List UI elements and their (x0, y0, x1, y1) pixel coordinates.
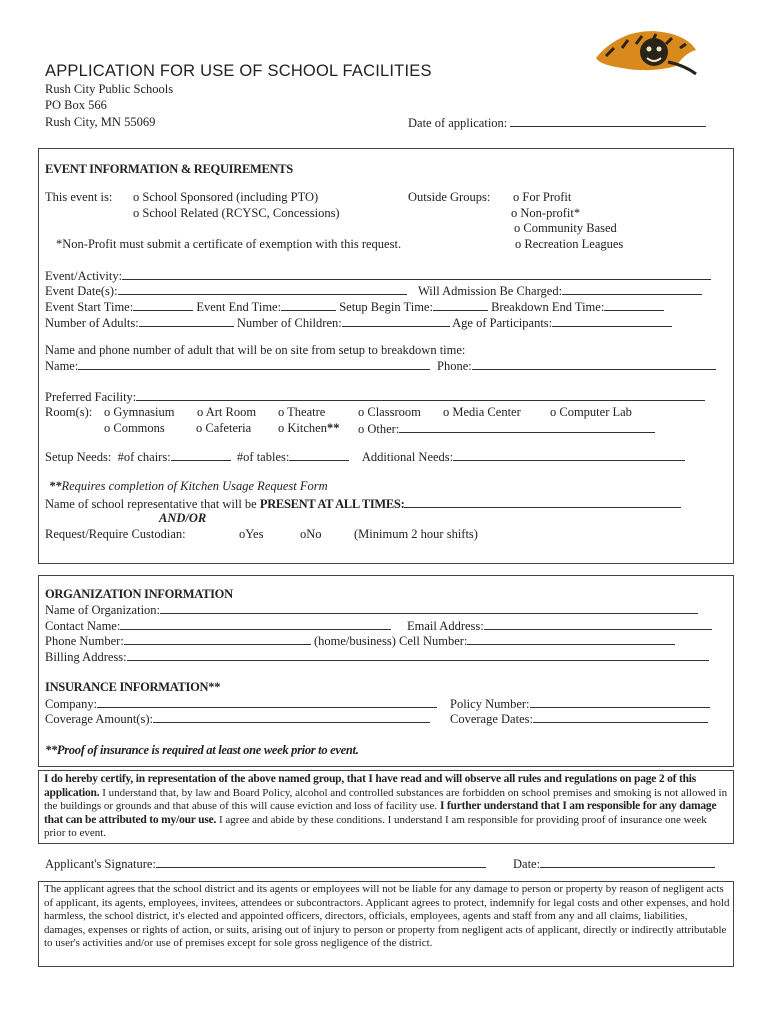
option-school-related[interactable]: o School Related (RCYSC, Concessions) (133, 206, 340, 220)
chairs-field[interactable] (171, 449, 231, 461)
option-non-profit[interactable]: o Non-profit* (511, 206, 581, 220)
email-field[interactable] (484, 618, 712, 630)
coverage-dates-row (450, 711, 708, 727)
kitchen-note: **Requires completion of Kitchen Usage Request Form (49, 479, 328, 493)
rep-bold-label: PRESENT AT ALL TIMES: (259, 497, 405, 511)
start-time-field[interactable] (133, 299, 193, 311)
phone-row (45, 633, 675, 649)
setup-begin-field[interactable] (433, 299, 488, 311)
num-adults-label: Number of Adults: (45, 316, 139, 330)
tables-field[interactable] (289, 449, 349, 461)
org-name-field[interactable] (160, 602, 698, 614)
rep-label: Name of school representative that will be (45, 497, 257, 511)
chairs-label: #of chairs: (117, 450, 171, 464)
outside-groups-label: Outside Groups: (408, 190, 491, 204)
signature-field[interactable] (156, 856, 486, 868)
certify-text-2: I agree and abide by these conditions. I understand I am responsible for providing proof of insurance one week prior to event. (44, 813, 707, 839)
company-field[interactable] (97, 696, 437, 708)
liability-text: The applicant agrees that the school district and its agents or employees will not be liable for any damage to person or property by reason of negligent acts of applicant, its agents, employees, invitees, attendees or subcontractors. Applicant agrees to protect, indemnify for legal costs and other expenses, and hold harmless, the school district, it's elected and appointed officers, directors, officials, employees, agents and staff from any and all claims, liabilities, damages, expenses or rights of action, or suits, arising out of injury to person or property from negligent acts of applicant, directly or indirectly attributable to user's activities and/or use of premises except for sole gross negligence of the district. (44, 883, 730, 949)
preferred-facility-row (45, 389, 705, 405)
room-theatre[interactable]: o Theatre (278, 405, 326, 419)
org-name-label: Name of Organization: (45, 603, 161, 617)
certify-text-1: I understand that, by law and Board Policy, alcohol and controlled substances are forbidden on school premises and smoking is not allowed in the buildings or grounds and that abuse of this will cause eviction and loss of facility use. (44, 786, 728, 812)
onsite-phone-row (437, 358, 716, 374)
onsite-phone-label: Phone: (437, 359, 472, 373)
room-media-center[interactable]: o Media Center (443, 405, 521, 419)
age-participants-field[interactable] (552, 315, 672, 327)
room-classroom[interactable]: o Classroom (358, 405, 421, 419)
event-dates-row (45, 283, 407, 299)
setup-needs-label: Setup Needs: (45, 450, 112, 464)
additional-needs-field[interactable] (453, 449, 685, 461)
signature-date-label: Date: (513, 857, 541, 871)
custodian-yes[interactable]: oYes (239, 527, 264, 541)
custodian-no[interactable]: oNo (300, 527, 322, 541)
onsite-name-field[interactable] (78, 358, 430, 370)
event-activity-field[interactable] (122, 268, 711, 280)
policy-row (450, 696, 710, 712)
coverage-dates-label: Coverage Dates: (450, 712, 533, 726)
room-gymnasium[interactable]: o Gymnasium (104, 405, 175, 419)
cell-field[interactable] (467, 633, 675, 645)
onsite-phone-field[interactable] (472, 358, 716, 370)
age-participants-label: Age of Participants: (452, 316, 553, 330)
coverage-amount-label: Coverage Amount(s): (45, 712, 153, 726)
custodian-label: Request/Require Custodian: (45, 527, 186, 541)
option-for-profit[interactable]: o For Profit (513, 190, 572, 204)
po-box: PO Box 566 (45, 98, 107, 112)
city: Rush City, MN 55069 (45, 115, 156, 129)
company-row (45, 696, 437, 712)
breakdown-end-label: Breakdown End Time: (491, 300, 605, 314)
option-school-sponsored[interactable]: o School Sponsored (including PTO) (133, 190, 319, 204)
end-time-field[interactable] (281, 299, 336, 311)
breakdown-end-field[interactable] (604, 299, 664, 311)
option-recreation-leagues[interactable]: o Recreation Leagues (515, 237, 624, 251)
tiger-logo (592, 18, 700, 76)
participants-row (45, 315, 672, 331)
num-adults-field[interactable] (139, 315, 234, 327)
onsite-adult-label: Name and phone number of adult that will be on site from setup to breakdown time: (45, 343, 466, 357)
signature-row (45, 856, 486, 872)
date-of-application-row (408, 115, 706, 131)
num-children-label: Number of Children: (236, 316, 342, 330)
room-cafeteria[interactable]: o Cafeteria (196, 421, 252, 435)
phone-field[interactable] (124, 633, 311, 645)
admission-label: Will Admission Be Charged: (418, 284, 563, 298)
nonprofit-note: *Non-Profit must submit a certificate of exemption with this request. (56, 237, 402, 251)
phone-label: Phone Number: (45, 634, 124, 648)
room-art-room[interactable]: o Art Room (197, 405, 257, 419)
num-children-field[interactable] (342, 315, 450, 327)
event-activity-label: Event/Activity: (45, 269, 123, 283)
start-time-label: Event Start Time: (45, 300, 134, 314)
billing-row (45, 649, 709, 665)
min-shifts-note: (Minimum 2 hour shifts) (354, 527, 478, 541)
this-event-label: This event is: (45, 190, 113, 204)
contact-row (45, 618, 391, 634)
billing-field[interactable] (127, 649, 709, 661)
coverage-dates-field[interactable] (533, 711, 708, 723)
event-dates-field[interactable] (118, 283, 407, 295)
billing-label: Billing Address: (45, 650, 127, 664)
home-business-label: (home/business) (313, 634, 396, 648)
proof-note: **Proof of insurance is required at least one week prior to event. (45, 743, 359, 757)
rep-row (45, 496, 681, 512)
page-title: APPLICATION FOR USE OF SCHOOL FACILITIES (45, 62, 432, 80)
email-label: Email Address: (407, 619, 484, 633)
onsite-name-label: Name: (45, 359, 79, 373)
event-heading: EVENT INFORMATION & REQUIREMENTS (45, 162, 293, 176)
coverage-amount-row (45, 711, 430, 727)
room-kitchen[interactable]: o Kitchen** (278, 421, 340, 435)
setup-begin-label: Setup Begin Time: (339, 300, 433, 314)
event-activity-row (45, 268, 711, 284)
room-other[interactable]: o Other: (358, 421, 655, 437)
org-name: Rush City Public Schools (45, 82, 174, 96)
tables-label: #of tables: (236, 450, 290, 464)
times-row (45, 299, 664, 315)
and-or-label: AND/OR (159, 511, 207, 525)
rooms-label: Room(s): (45, 405, 93, 419)
email-row (407, 618, 712, 634)
policy-label: Policy Number: (450, 697, 530, 711)
setup-needs-row (45, 449, 685, 465)
certify-bold-1: I do hereby certify, in representation of the above named group, that I have read and will observe all rules and regulations on page 2 of this application. (44, 773, 697, 799)
insurance-heading: INSURANCE INFORMATION** (45, 680, 221, 694)
contact-field[interactable] (120, 618, 391, 630)
org-name-row (45, 602, 698, 618)
event-dates-label: Event Date(s): (45, 284, 118, 298)
room-computer-lab[interactable]: o Computer Lab (550, 405, 632, 419)
admission-field[interactable] (562, 283, 702, 295)
date-of-application-field[interactable] (510, 115, 706, 127)
certify-bold-2: I further understand that I am responsible for any damage that can be attributed to my/our use. (44, 800, 717, 826)
signature-date-row (513, 856, 715, 872)
signature-label: Applicant's Signature: (45, 857, 156, 871)
organization-heading: ORGANIZATION INFORMATION (45, 587, 233, 601)
signature-date-field[interactable] (540, 856, 715, 868)
contact-label: Contact Name: (45, 619, 121, 633)
onsite-name-row (45, 358, 430, 374)
date-of-application-label: Date of application: (408, 116, 508, 130)
option-community-based[interactable]: o Community Based (514, 221, 617, 235)
coverage-amount-field[interactable] (153, 711, 430, 723)
company-label: Company: (45, 697, 98, 711)
preferred-facility-field[interactable] (136, 389, 705, 401)
additional-needs-label: Additional Needs: (361, 450, 454, 464)
end-time-label: Event End Time: (196, 300, 282, 314)
room-commons[interactable]: o Commons (104, 421, 165, 435)
preferred-facility-label: Preferred Facility: (45, 390, 137, 404)
admission-row (418, 283, 702, 299)
policy-field[interactable] (530, 696, 710, 708)
rep-field[interactable] (404, 496, 681, 508)
cell-label: Cell Number: (399, 634, 468, 648)
certify-text (44, 773, 728, 841)
room-other-field[interactable] (399, 421, 655, 433)
